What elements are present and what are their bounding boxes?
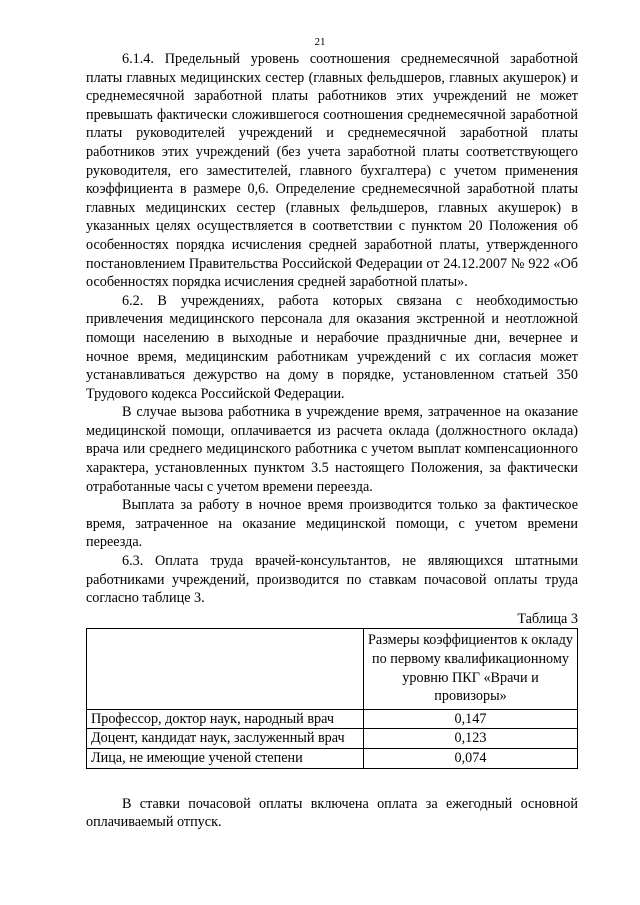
table-cell-coefficient: 0,123 [364, 729, 578, 749]
table-cell-coefficient: 0,074 [364, 748, 578, 768]
paragraph-6-1-4: 6.1.4. Предельный уровень соотношения среднемесячной заработной платы главных медицинских сестер (главных фельдшеров, главных акушерок) и среднемесячной заработной платы работников этих учреждений не может превышать фактически сложившегося соотношения среднемесячной заработной платы руководителей учреждений и среднемесячной заработной платы работников этих учреждений (без учета заработной платы соответствующего руководителя, его заместителей, главного бухгалтера) с учетом применения коэффициента в размере 0,6. Определение среднемесячной заработной платы главных медицинских сестер (главных фельдшеров, главных акушерок) в указанных целях осуществляется в соответствии с пунктом 20 Положения об особенностях порядка исчисления средней заработной платы, утвержденного постановлением Правительства Российской Федерации от 24.12.2007 № 922 «Об особенностях порядка исчисления средней заработной платы». [86, 51, 578, 291]
table-row [87, 729, 578, 749]
table-row [87, 748, 578, 768]
table-header-cell [87, 629, 364, 709]
paragraph-night-payment: Выплата за работу в ночное время производится только за фактическое время, затраченное на оказание медицинской помощи, с учетом времени переезда. [86, 497, 578, 551]
table-caption: Таблица 3 [517, 610, 578, 627]
table-cell-position: Профессор, доктор наук, народный врач [87, 709, 364, 729]
paragraph-6-3: 6.3. Оплата труда врачей-консультантов, не являющихся штатными работниками учреждений, производится по ставкам почасовой оплаты труда согласно таблице 3. [86, 553, 578, 607]
table-cell-position: Лица, не имеющие ученой степени [87, 748, 364, 768]
table-header-cell: Размеры коэффициентов к окладу по первому квалификационному уровню ПКГ «Врачи и провизоры» [364, 629, 578, 709]
table-cell-position: Доцент, кандидат наук, заслуженный врач [87, 729, 364, 749]
table-cell-coefficient: 0,147 [364, 709, 578, 729]
coefficient-table [86, 628, 578, 768]
document-body [86, 50, 578, 832]
page-number: 21 [314, 36, 326, 48]
paragraph-final: В ставки почасовой оплаты включена оплата за ежегодный основной оплачиваемый отпуск. [86, 795, 578, 831]
table-row [87, 709, 578, 729]
paragraph-6-2: 6.2. В учреждениях, работа которых связана с необходимостью привлечения медицинского персонала для оказания экстренной и неотложной помощи населению в выходные и нерабочие праздничные дни, вечернее и ночное время, медицинским работникам учреждений с их согласия может устанавливаться дежурство на дому в порядке, установленном статьей 350 Трудового кодекса Российской Федерации. [86, 292, 578, 402]
paragraph-call-payment: В случае вызова работника в учреждение время, затраченное на оказание медицинской помощи, оплачивается из расчета оклада (должностного оклада) врача или среднего медицинского работника с учетом выплат компенсационного характера, установленных пунктом 3.5 настоящего Положения, за фактически отработанные часы с учетом времени переезда. [86, 404, 578, 495]
table-header-row [87, 629, 578, 709]
